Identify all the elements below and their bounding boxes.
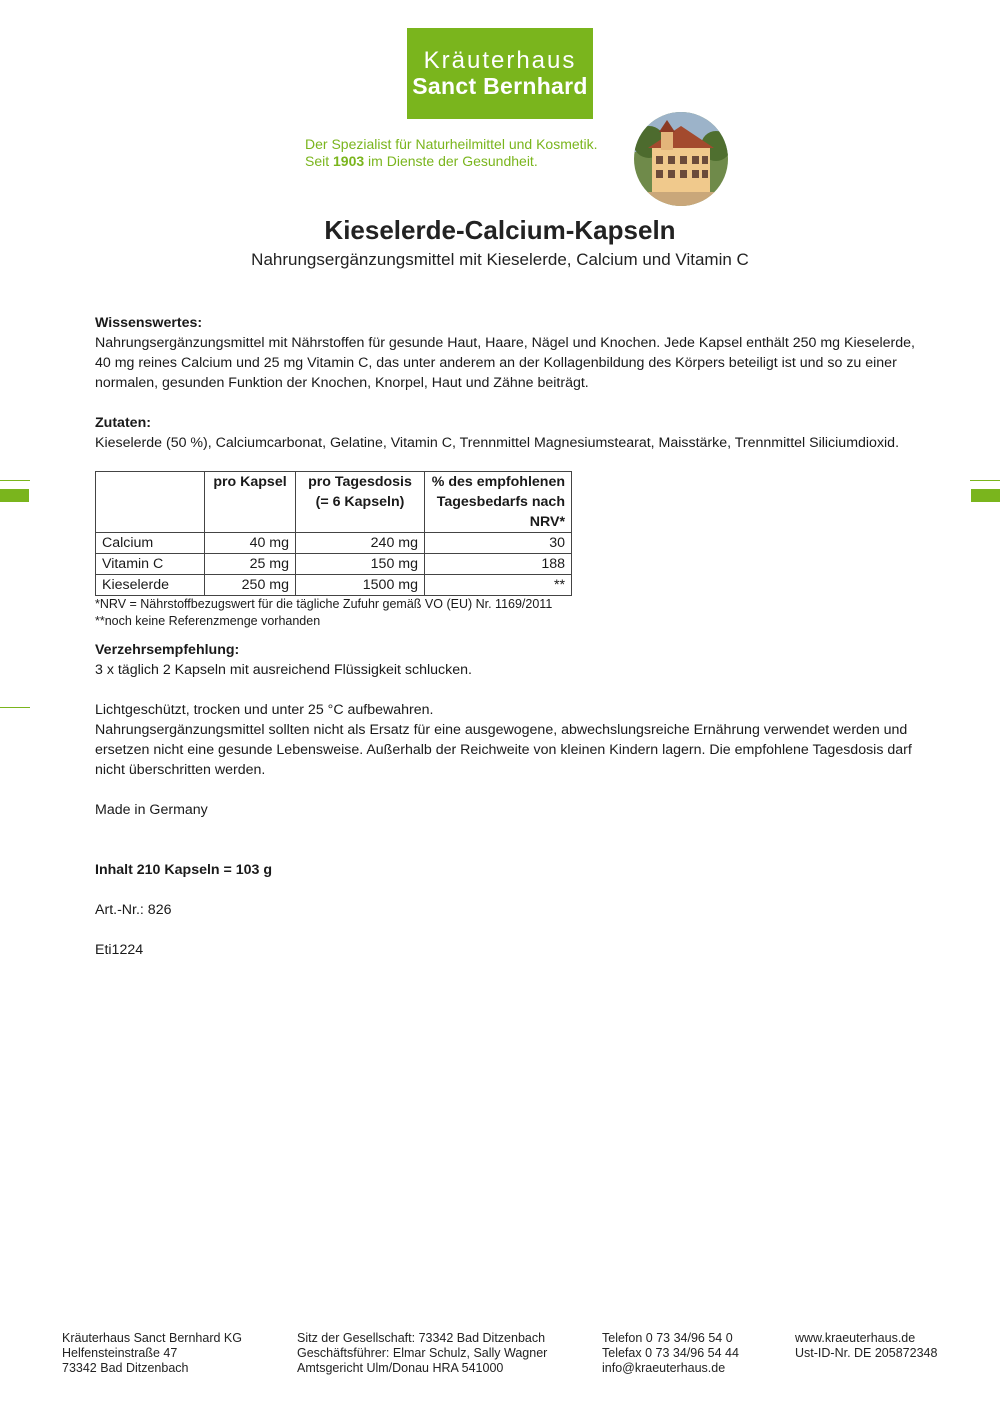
table-header-nrv xyxy=(425,472,572,533)
table-row xyxy=(96,533,572,554)
tagline-prefix: Seit xyxy=(305,153,334,169)
logo-line-1: Kräuterhaus xyxy=(423,47,577,74)
table-note-reference: **noch keine Referenzmenge vorhanden xyxy=(95,614,321,628)
table-cell-nrv: 30 xyxy=(425,533,572,554)
footer-fax: Telefax 0 73 34/96 54 44 xyxy=(602,1346,739,1360)
footer-phone: Telefon 0 73 34/96 54 0 xyxy=(602,1331,733,1345)
label-code: Eti1224 xyxy=(95,942,144,958)
table-cell-nutrient: Calcium xyxy=(96,533,205,554)
footer-managers: Geschäftsführer: Elmar Schulz, Sally Wagner xyxy=(297,1346,548,1360)
table-header-per-daily-dose-line2: (= 6 Kapseln) xyxy=(315,494,405,510)
tagline-suffix: im Dienste der Gesundheit. xyxy=(364,153,538,169)
zutaten-text: Kieselerde (50 %), Calciumcarbonat, Gelatine, Vitamin C, Trennmittel Magnesiumstearat, Maisstärke, Trennmittel Siliciumdioxid. xyxy=(95,435,900,451)
product-title: Kieselerde-Calcium-Kapseln xyxy=(324,215,676,245)
table-row xyxy=(96,554,572,575)
side-mark-left-top xyxy=(0,480,30,481)
table-header-nrv-line1: % des empfohlenen xyxy=(431,474,565,490)
table-header-per-daily-dose xyxy=(296,472,425,533)
tagline-year: 1903 xyxy=(333,153,365,169)
footer-contact xyxy=(602,1331,739,1376)
table-header-nrv-line3: NRV* xyxy=(529,514,565,530)
origin-text: Made in Germany xyxy=(95,802,208,818)
building-photo xyxy=(634,112,728,206)
wissenswertes-text: Nahrungsergänzungsmittel mit Nährstoffen für gesunde Haut, Haare, Nägel und Knochen. Jede Kapsel enthält 250 mg Kieselerde, 40 mg reines Calcium und 25 mg Vitamin C, das unter anderem an der Kollagenbildung des Körpers beteiligt ist und so zu einer normalen, gesunden Funktion der Knochen, Knorpel, Haut und Zähne beiträgt. xyxy=(95,335,915,391)
tagline-line-1: Der Spezialist für Naturheilmittel und Kosmetik. xyxy=(305,136,598,152)
table-header-per-daily-dose-line1: pro Tagesdosis xyxy=(308,474,412,490)
table-cell-nutrient: Vitamin C xyxy=(96,554,205,575)
nutrition-table xyxy=(95,471,572,596)
side-mark-right-top xyxy=(970,480,1000,481)
logo-line-2: Sanct Bernhard xyxy=(412,73,588,99)
warning-text: Nahrungsergänzungsmittel sollten nicht als Ersatz für eine ausgewogene, abwechslungsreiche Ernährung verwendet werden und ersetzen nicht eine gesunde Lebensweise. Außerhalb der Reichweite von kleinen Kindern lagern. Die empfohlene Tagesdosis darf nicht überschritten werden. xyxy=(95,722,912,778)
side-mark-left-bar xyxy=(0,489,29,502)
footer-vat-id: Ust-ID-Nr. DE 205872348 xyxy=(795,1346,938,1360)
table-header-per-capsule: pro Kapsel xyxy=(205,472,296,533)
content-amount: Inhalt 210 Kapseln = 103 g xyxy=(95,862,273,878)
product-description xyxy=(95,313,915,960)
brand-logo xyxy=(407,28,593,119)
table-cell-nrv: 188 xyxy=(425,554,572,575)
footer-website-link[interactable]: www.kraeuterhaus.de xyxy=(795,1331,916,1345)
verzehr-text: 3 x täglich 2 Kapseln mit ausreichend Flüssigkeit schlucken. xyxy=(95,662,472,678)
table-cell-per-daily-dose: 1500 mg xyxy=(296,575,425,596)
side-mark-right-bar xyxy=(971,489,1000,502)
side-mark-left-bottom xyxy=(0,707,30,708)
tagline-line-2 xyxy=(305,153,598,170)
table-cell-nutrient: Kieselerde xyxy=(96,575,205,596)
footer-court: Amtsgericht Ulm/Donau HRA 541000 xyxy=(297,1361,504,1375)
table-cell-per-capsule: 40 mg xyxy=(205,533,296,554)
footer-city: 73342 Bad Ditzenbach xyxy=(62,1361,189,1375)
table-cell-per-daily-dose: 150 mg xyxy=(296,554,425,575)
table-cell-nrv: ** xyxy=(425,575,572,596)
footer-company xyxy=(62,1331,242,1376)
storage-text: Lichtgeschützt, trocken und unter 25 °C aufbewahren. xyxy=(95,702,434,718)
table-cell-per-daily-dose: 240 mg xyxy=(296,533,425,554)
footer-legal xyxy=(297,1331,547,1376)
tagline xyxy=(305,136,598,170)
zutaten-heading: Zutaten: xyxy=(95,415,151,431)
table-note-nrv: *NRV = Nährstoffbezugswert für die tägliche Zufuhr gemäß VO (EU) Nr. 1169/2011 xyxy=(95,597,553,611)
footer-company-name: Kräuterhaus Sanct Bernhard KG xyxy=(62,1331,242,1345)
table-row xyxy=(96,575,572,596)
table-cell-per-capsule: 25 mg xyxy=(205,554,296,575)
table-header-nrv-line2: Tagesbedarfs nach xyxy=(436,494,565,510)
article-number: Art.-Nr.: 826 xyxy=(95,902,172,918)
verzehr-heading: Verzehrsempfehlung: xyxy=(95,642,240,658)
footer-web xyxy=(795,1331,937,1361)
footer-email-link[interactable]: info@kraeuterhaus.de xyxy=(602,1361,726,1375)
footer-seat: Sitz der Gesellschaft: 73342 Bad Ditzenbach xyxy=(297,1331,546,1345)
table-header-empty xyxy=(96,472,205,533)
table-header-row xyxy=(96,472,572,533)
product-subtitle: Nahrungsergänzungsmittel mit Kieselerde, Calcium und Vitamin C xyxy=(251,250,749,269)
table-cell-per-capsule: 250 mg xyxy=(205,575,296,596)
wissenswertes-heading: Wissenswertes: xyxy=(95,315,203,331)
footer-street: Helfensteinstraße 47 xyxy=(62,1346,178,1360)
